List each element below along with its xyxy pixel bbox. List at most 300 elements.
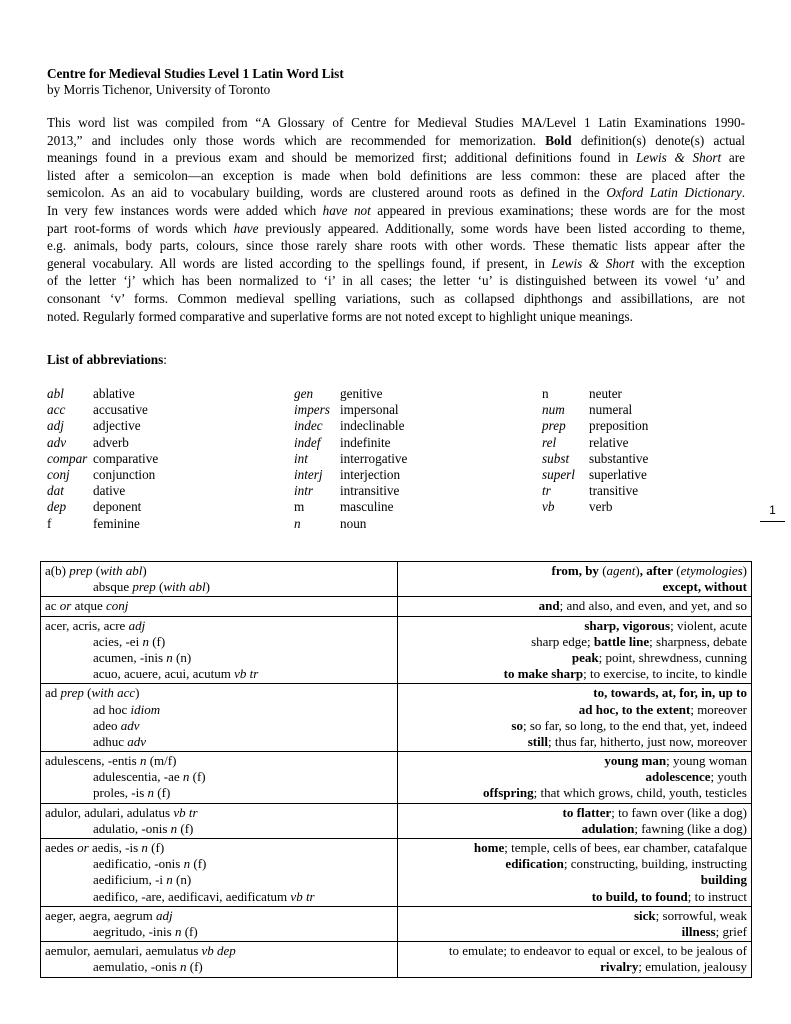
abbreviation-row xyxy=(294,499,407,515)
intro-line xyxy=(47,167,745,185)
text-run: aedificium, -i xyxy=(93,872,167,888)
latin-derived-term xyxy=(45,821,393,837)
text-run: previously appeared. Additionally, some words have been listed according to theme, xyxy=(258,220,745,236)
abbreviation-row xyxy=(47,516,158,532)
text-run: aedis, -is xyxy=(88,840,142,855)
text-run: ; emulation, jealousy xyxy=(638,959,747,975)
english-definition xyxy=(402,872,747,888)
vocab-row xyxy=(41,803,752,838)
italic-text: adv xyxy=(120,717,140,733)
bold-text: young man xyxy=(604,753,667,769)
english-definition xyxy=(402,943,747,959)
italic-text: n xyxy=(139,753,147,769)
abbreviation-meaning: adverb xyxy=(93,434,129,450)
bold-text: adulation xyxy=(581,820,635,836)
vocab-row xyxy=(41,684,752,752)
text-run: absque xyxy=(93,579,133,595)
bold-text: and xyxy=(538,598,560,614)
vocab-row xyxy=(41,906,752,941)
abbreviation: impers xyxy=(294,402,330,418)
text-run: part root-forms of words which xyxy=(47,220,234,236)
latin-headword xyxy=(45,685,393,701)
text-run: ( xyxy=(83,685,92,701)
abbreviation-row xyxy=(47,418,158,434)
bold-text: , after xyxy=(639,563,673,578)
abbreviation-meaning: indeclinable xyxy=(340,418,405,434)
italic-text: n xyxy=(142,633,149,649)
english-definition xyxy=(402,685,747,701)
latin-headword xyxy=(45,753,393,769)
text-run: aegritudo, -inis xyxy=(93,923,175,939)
italic-text: n xyxy=(141,840,148,855)
text-run: ) xyxy=(142,563,147,578)
latin-cell xyxy=(41,752,398,804)
latin-derived-term xyxy=(45,924,393,940)
abbreviation-meaning: noun xyxy=(340,515,367,531)
abbreviation-meaning: transitive xyxy=(589,483,639,499)
english-cell xyxy=(398,803,752,838)
latin-headword xyxy=(45,805,393,821)
italic-text: adv xyxy=(127,733,147,749)
italic-text: n xyxy=(174,923,182,939)
abbreviation-meaning: preposition xyxy=(589,418,649,434)
italic-text: n xyxy=(147,785,155,801)
italic-text: with abl xyxy=(163,579,206,595)
abbreviation-row xyxy=(47,467,158,483)
abbreviation-meaning: accusative xyxy=(93,402,148,418)
text-run: (f) xyxy=(154,785,171,801)
abbreviation: acc xyxy=(47,402,66,418)
abbreviations-column-2 xyxy=(294,386,407,532)
text-run: 2013,” and includes only those words which are recommended for memorization. xyxy=(47,132,546,148)
latin-cell xyxy=(41,684,398,752)
italic-text: conj xyxy=(106,598,129,614)
abbreviation: dat xyxy=(47,483,64,499)
italic-text: vb tr xyxy=(234,666,259,682)
abbreviations-column-1 xyxy=(47,386,158,532)
italic-text: agent xyxy=(606,563,636,578)
latin-cell xyxy=(41,803,398,838)
bold-text: peak xyxy=(571,649,599,665)
latin-cell xyxy=(41,597,398,616)
bold-text: illness xyxy=(681,923,716,939)
latin-derived-term xyxy=(45,702,393,718)
text-run: ) xyxy=(635,563,640,578)
bold-text: Bold xyxy=(545,132,572,148)
text-run: consonant ‘v’ forms. Common medieval spelling variations, such as collapsed diphthongs and assibillations, are not xyxy=(47,291,745,307)
text-run: ; and also, and even, and yet, and so xyxy=(559,598,747,614)
abbreviations-heading xyxy=(47,352,167,368)
english-definition xyxy=(402,666,747,682)
text-run: atque xyxy=(71,598,107,614)
text-run: ) xyxy=(205,579,210,595)
document-subtitle: by Morris Tichenor, University of Toronto xyxy=(47,82,271,97)
abbreviation: f xyxy=(47,515,52,531)
vocab-row xyxy=(41,562,752,597)
abbreviation: adv xyxy=(47,434,67,450)
text-run: (f) xyxy=(189,769,206,785)
text-run: (n) xyxy=(172,649,192,665)
italic-text: or xyxy=(59,598,72,614)
text-run: to emulate; to endeavor to equal or excel, to be jealous of xyxy=(448,943,747,959)
english-definition xyxy=(402,579,747,595)
abbreviation: compar xyxy=(47,450,88,466)
bold-text: battle line xyxy=(593,633,650,649)
text-run: ; that which grows, child, youth, testicles xyxy=(533,785,747,801)
abbreviation-meaning: superlative xyxy=(589,466,647,482)
abbreviation-row xyxy=(294,418,407,434)
abbreviation-meaning: indefinite xyxy=(340,434,391,450)
text-run: ( xyxy=(672,563,681,578)
abbreviation-meaning: adjective xyxy=(93,418,141,434)
english-definition xyxy=(402,618,747,634)
italic-text: vb tr xyxy=(290,888,315,904)
abbreviation-row xyxy=(542,499,648,515)
text-run: ( xyxy=(155,579,164,595)
text-run: ad xyxy=(45,685,61,701)
text-run: meanings found in a previous exam and should be memorized first; additional definitions found in xyxy=(47,150,636,166)
abbreviation-meaning: numeral xyxy=(589,402,633,418)
abbreviation-meaning: dative xyxy=(93,483,126,499)
abbreviation-row xyxy=(542,386,648,402)
abbreviation-row xyxy=(542,451,648,467)
bold-text: adolescence xyxy=(645,769,711,785)
italic-text: prep xyxy=(60,685,84,701)
abbreviation-row xyxy=(294,402,407,418)
italic-text: Lewis & Short xyxy=(635,150,722,166)
text-run: (f) xyxy=(177,820,194,836)
page-number-rule xyxy=(760,521,785,522)
text-run: aedificatio, -onis xyxy=(93,856,184,872)
latin-derived-term xyxy=(45,666,393,682)
text-run: This word list was compiled from “A Glossary of Centre for Medieval Studies MA/Level 1 Latin Examinations 1990- xyxy=(47,115,745,130)
abbreviation-row xyxy=(294,451,407,467)
latin-cell xyxy=(41,839,398,907)
italic-text: n xyxy=(170,820,178,836)
text-run: adulor, adulari, adulatus xyxy=(45,804,174,820)
bold-text: sick xyxy=(633,907,656,923)
bold-text: to build, to found xyxy=(591,888,688,904)
text-run: (m/f) xyxy=(146,753,177,769)
text-run: adulescentia, -ae xyxy=(93,769,183,785)
text-run: proles, -is xyxy=(93,785,148,801)
abbreviation: subst xyxy=(542,450,570,466)
abbreviation-row xyxy=(542,483,648,499)
abbreviation: abl xyxy=(47,386,64,401)
abbreviation: rel xyxy=(542,434,557,450)
text-run: adulescens, -entis xyxy=(45,753,140,769)
abbreviation-meaning: genitive xyxy=(340,386,383,401)
abbreviation-row xyxy=(47,402,158,418)
abbreviation: vb xyxy=(542,499,555,515)
abbreviation-meaning: deponent xyxy=(93,499,142,515)
latin-cell xyxy=(41,562,398,597)
latin-derived-term xyxy=(45,579,393,595)
text-run: adhuc xyxy=(93,733,128,749)
abbreviation: prep xyxy=(542,418,566,434)
abbreviation-meaning: ablative xyxy=(93,386,135,401)
english-definition xyxy=(402,889,747,905)
latin-derived-term xyxy=(45,718,393,734)
abbreviation-row xyxy=(294,516,407,532)
text-run: are xyxy=(721,150,745,166)
english-cell xyxy=(398,616,752,684)
bold-text: rivalry xyxy=(600,959,639,975)
english-definition xyxy=(402,650,747,666)
text-run: with the exception xyxy=(634,255,745,271)
text-run: acumen, -inis xyxy=(93,649,167,665)
abbreviation: indef xyxy=(294,434,321,450)
abbreviation: intr xyxy=(294,483,314,499)
abbreviation-meaning: impersonal xyxy=(340,402,399,418)
text-run: general vocabulary. All words are listed according to the spellings found, if present, in xyxy=(47,255,552,271)
abbreviation: superl xyxy=(542,466,575,482)
english-definition xyxy=(402,840,747,856)
text-run: e.g. animals, body parts, colours, since those rarely share roots with other words. These thematic lists appear after the xyxy=(47,238,745,254)
latin-derived-term xyxy=(45,856,393,872)
english-definition xyxy=(402,753,747,769)
text-run: ; fawning (like a dog) xyxy=(634,820,747,836)
text-run: (n) xyxy=(172,872,192,888)
text-run: acer, acris, acre xyxy=(45,617,129,633)
abbreviation-row xyxy=(294,386,407,402)
text-run: ; moreover xyxy=(690,701,747,717)
vocabulary-table xyxy=(40,561,752,978)
english-definition xyxy=(402,805,747,821)
english-definition xyxy=(402,856,747,872)
document-title: Centre for Medieval Studies Level 1 Latin Word List xyxy=(47,66,344,81)
english-definition xyxy=(402,785,747,801)
text-run: (f) xyxy=(190,856,207,872)
italic-text: etymologies xyxy=(680,563,743,578)
text-run: aedifico, -are, aedificavi, aedificatum xyxy=(93,888,291,904)
text-run: ) xyxy=(742,563,747,578)
abbreviation-row xyxy=(47,435,158,451)
abbreviation-row xyxy=(542,418,648,434)
italic-text: n xyxy=(166,872,173,888)
vocab-row xyxy=(41,839,752,907)
text-run: ; thus far, hitherto, just now, moreover xyxy=(547,733,747,749)
text-run: sharp edge; xyxy=(531,633,594,649)
text-run: ( xyxy=(598,563,607,578)
latin-derived-term xyxy=(45,734,393,750)
text-run: aedes xyxy=(45,840,78,855)
text-run: ; to fawn over (like a dog) xyxy=(611,804,747,820)
text-run: . xyxy=(741,185,745,201)
abbreviation-meaning: verb xyxy=(589,499,613,515)
intro-line xyxy=(47,184,745,202)
intro-paragraph xyxy=(47,114,745,325)
latin-headword xyxy=(45,943,393,959)
english-definition xyxy=(402,702,747,718)
english-definition xyxy=(402,959,747,975)
abbreviation-row xyxy=(47,386,158,402)
bold-text: so xyxy=(511,717,523,733)
abbreviations-column-3 xyxy=(542,386,648,516)
intro-line xyxy=(47,255,745,273)
intro-line xyxy=(47,202,745,220)
english-definition xyxy=(402,634,747,650)
english-cell xyxy=(398,942,752,977)
latin-headword xyxy=(45,908,393,924)
english-definition xyxy=(402,718,747,734)
text-run: of the letter ‘j’ which has been normalized to ‘i’ in all cases; the letter ‘u’ is distinguished between its vowel ‘u’ and xyxy=(47,273,745,289)
italic-text: vb dep xyxy=(201,943,236,959)
latin-cell xyxy=(41,942,398,977)
text-run: (f) xyxy=(148,633,166,649)
english-definition xyxy=(402,734,747,750)
abbreviation: num xyxy=(542,402,565,418)
abbreviation-row xyxy=(47,483,158,499)
intro-line xyxy=(47,290,745,308)
italic-text: n xyxy=(166,649,173,665)
text-run: ) xyxy=(135,685,140,701)
abbreviations-heading-colon: : xyxy=(163,352,167,367)
latin-headword xyxy=(45,598,393,614)
latin-headword xyxy=(45,563,393,579)
italic-text: vb tr xyxy=(173,804,198,820)
english-cell xyxy=(398,684,752,752)
bold-text: to make sharp xyxy=(503,666,584,682)
page-number: 1 xyxy=(769,503,776,517)
latin-derived-term xyxy=(45,634,393,650)
text-run: aemulatio, -onis xyxy=(93,959,181,975)
abbreviation-row xyxy=(47,451,158,467)
latin-derived-term xyxy=(45,889,393,905)
english-definition xyxy=(402,563,747,579)
intro-line xyxy=(47,114,745,132)
english-definition xyxy=(402,769,747,785)
text-run: appeared in previous examinations; these words are for the most xyxy=(370,203,745,219)
italic-text: n xyxy=(180,959,187,975)
text-run: ; temple, cells of bees, ear chamber, catafalque xyxy=(504,840,747,855)
bold-text: still xyxy=(527,733,548,749)
text-run: ac xyxy=(45,598,60,614)
latin-derived-term xyxy=(45,872,393,888)
bold-text: offspring xyxy=(483,785,534,801)
abbreviation-row xyxy=(294,467,407,483)
abbreviation: int xyxy=(294,450,308,466)
text-run: ; to instruct xyxy=(687,888,747,904)
italic-text: idiom xyxy=(130,701,161,717)
text-run: ; sorrowful, weak xyxy=(655,907,747,923)
text-run: ; so far, so long, to the end that, yet, indeed xyxy=(522,717,747,733)
latin-derived-term xyxy=(45,650,393,666)
bold-text: to flatter xyxy=(562,804,612,820)
italic-text: with abl xyxy=(100,563,143,578)
abbreviation-meaning: comparative xyxy=(93,450,159,466)
intro-line xyxy=(47,272,745,290)
latin-headword xyxy=(45,618,393,634)
bold-text: except, without xyxy=(662,579,747,595)
abbreviation-meaning: relative xyxy=(589,434,629,450)
text-run: ; to exercise, to incite, to kindle xyxy=(583,666,747,682)
intro-line xyxy=(47,308,745,326)
abbreviation-meaning: neuter xyxy=(589,386,622,401)
latin-cell xyxy=(41,906,398,941)
latin-cell xyxy=(41,616,398,684)
text-run: aeger, aegra, aegrum xyxy=(45,907,156,923)
abbreviation: m xyxy=(294,499,305,515)
italic-text: adj xyxy=(156,907,173,923)
text-run: (f) xyxy=(181,923,198,939)
text-run: acies, -ei xyxy=(93,633,143,649)
abbreviation: n xyxy=(542,386,549,401)
abbreviation-row xyxy=(294,435,407,451)
abbreviation-row xyxy=(542,435,648,451)
text-run: ; young woman xyxy=(666,753,747,769)
italic-text: have xyxy=(233,220,259,236)
text-run: ; sharpness, debate xyxy=(649,633,747,649)
text-run: aemulor, aemulari, aemulatus xyxy=(45,943,202,959)
text-run: ( xyxy=(92,563,101,578)
abbreviations-heading-text: List of abbreviations xyxy=(47,352,164,367)
text-run: adulatio, -onis xyxy=(93,820,171,836)
text-run: ; point, shrewdness, cunning xyxy=(598,649,747,665)
abbreviation: tr xyxy=(542,483,551,499)
text-run: In very few instances words were added which xyxy=(47,203,323,219)
italic-text: with acc xyxy=(91,685,136,701)
italic-text: prep xyxy=(69,563,93,578)
italic-text: adj xyxy=(128,617,146,633)
abbreviation: n xyxy=(294,515,301,531)
bold-text: edification xyxy=(505,856,564,872)
english-cell xyxy=(398,839,752,907)
abbreviation-meaning: feminine xyxy=(93,515,140,531)
bold-text: from, by xyxy=(551,563,599,578)
abbreviation-meaning: intransitive xyxy=(340,483,400,499)
text-run: (f) xyxy=(186,959,203,975)
intro-line xyxy=(47,149,745,167)
italic-text: n xyxy=(183,856,191,872)
abbreviation-row xyxy=(47,499,158,515)
bold-text: home xyxy=(473,840,505,855)
latin-derived-term xyxy=(45,785,393,801)
abbreviation-row xyxy=(542,402,648,418)
text-run: acuo, acuere, acui, acutum xyxy=(93,666,235,682)
abbreviation: indec xyxy=(294,418,323,434)
english-definition xyxy=(402,598,747,614)
text-run: ; violent, acute xyxy=(670,617,747,633)
bold-text: to, towards, at, for, in, up to xyxy=(593,685,747,701)
intro-line xyxy=(47,220,745,238)
bold-text: sharp, vigorous xyxy=(584,617,671,633)
vocab-row xyxy=(41,597,752,616)
abbreviation: gen xyxy=(294,386,314,401)
abbreviation-meaning: masculine xyxy=(340,499,394,515)
abbreviation: dep xyxy=(47,499,67,515)
intro-line xyxy=(47,132,745,150)
text-run: listed after a semicolon—an exception is made when bold definitions are less common: these are placed after the xyxy=(47,167,745,183)
english-cell xyxy=(398,597,752,616)
italic-text: have not xyxy=(322,203,371,219)
vocab-row xyxy=(41,616,752,684)
italic-text: or xyxy=(77,840,89,855)
text-run: ; grief xyxy=(715,923,747,939)
bold-text: ad hoc, to the extent xyxy=(578,701,691,717)
text-run: definition(s) denote(s) actual xyxy=(571,132,745,148)
abbreviation-meaning: interrogative xyxy=(340,450,408,466)
latin-derived-term xyxy=(45,769,393,785)
italic-text: n xyxy=(182,769,190,785)
italic-text: prep xyxy=(132,579,156,595)
text-run: adeo xyxy=(93,717,121,733)
latin-headword xyxy=(45,840,393,856)
abbreviation: adj xyxy=(47,418,64,434)
english-definition xyxy=(402,821,747,837)
text-run: ; youth xyxy=(710,769,747,785)
italic-text: Lewis & Short xyxy=(551,255,635,271)
